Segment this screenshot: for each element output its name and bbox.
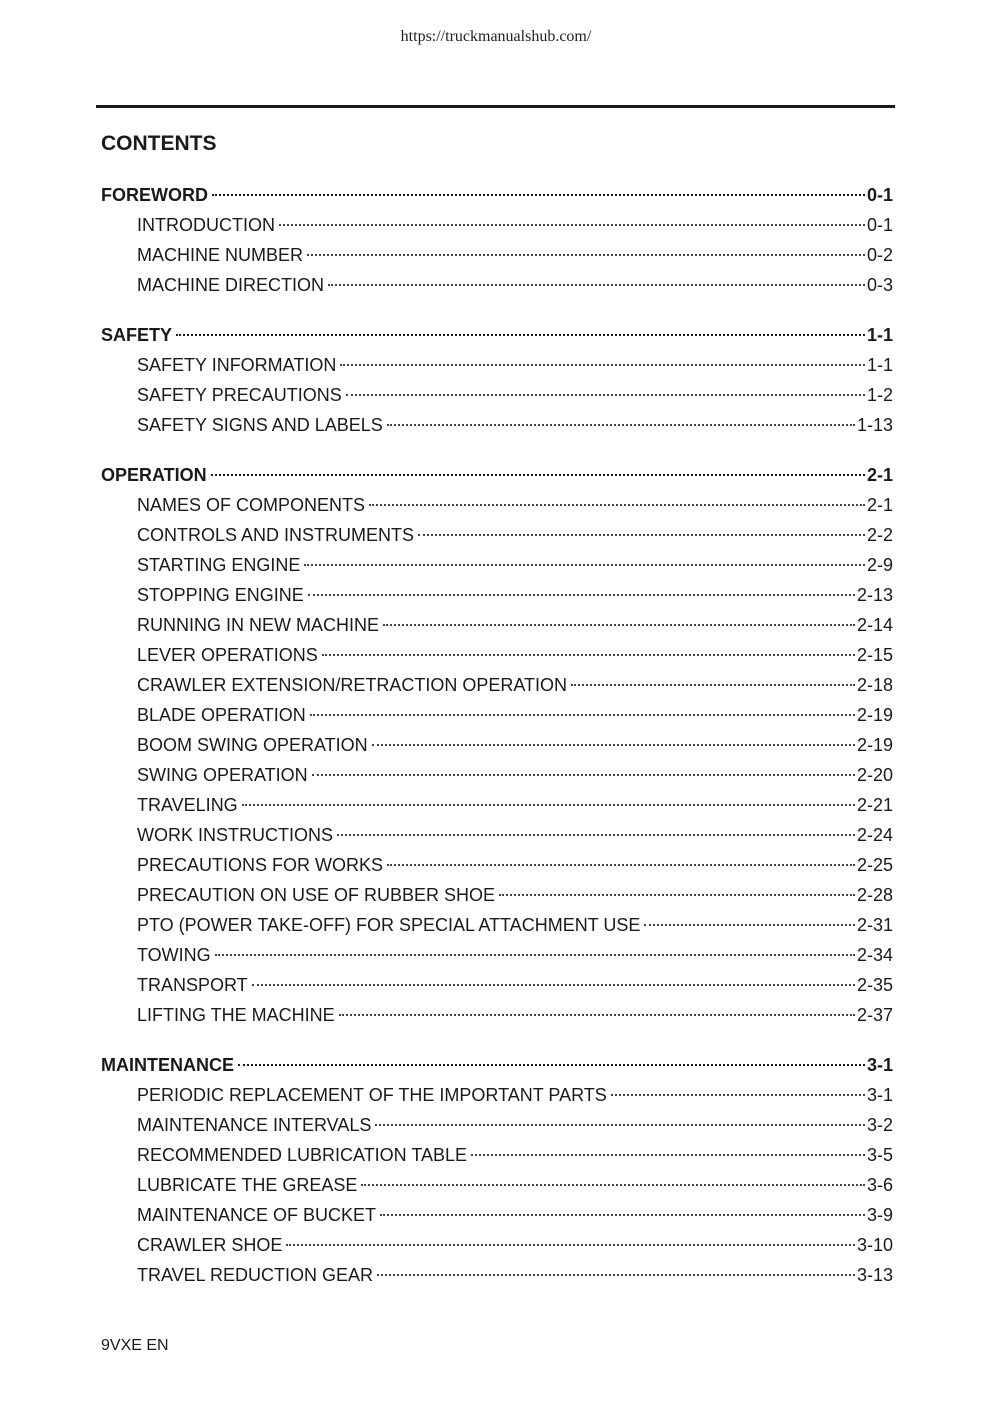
toc-page-number: 1-13 [856, 415, 893, 435]
source-url[interactable]: https://truckmanualshub.com/ [400, 28, 592, 45]
toc-entry[interactable] [101, 270, 893, 300]
toc-page-number: 2-25 [856, 855, 893, 875]
toc-page-number: 2-19 [856, 735, 893, 755]
dot-leader [611, 1094, 865, 1096]
toc-page-number: 2-1 [866, 465, 893, 485]
dot-leader [337, 834, 855, 836]
toc-entry-label: MACHINE DIRECTION [137, 275, 325, 295]
toc-entry-label: TRAVELING [137, 795, 238, 815]
dot-leader [286, 1244, 855, 1246]
dot-leader [644, 924, 855, 926]
dot-leader [369, 504, 865, 506]
toc-section-title: MAINTENANCE [101, 1055, 234, 1075]
toc-page-number: 2-24 [856, 825, 893, 845]
toc-entry-label: STOPPING ENGINE [137, 585, 304, 605]
toc-entry[interactable] [101, 410, 893, 440]
dot-leader [377, 1274, 855, 1276]
dot-leader [211, 474, 865, 476]
toc-page-number: 2-13 [856, 585, 893, 605]
toc-entry-label: LUBRICATE THE GREASE [137, 1175, 358, 1195]
toc-section-heading[interactable] [101, 320, 893, 350]
toc-page-number: 0-1 [866, 215, 893, 235]
toc-page-number: 3-5 [866, 1145, 893, 1165]
dot-leader [238, 1064, 865, 1066]
dot-leader [307, 254, 865, 256]
dot-leader [375, 1124, 865, 1126]
dot-leader [346, 394, 865, 396]
toc-section-heading[interactable] [101, 460, 893, 490]
toc-entry-label: PTO (POWER TAKE-OFF) FOR SPECIAL ATTACHMENT USE [137, 915, 641, 935]
toc-page-number: 2-28 [856, 885, 893, 905]
toc-section-operation [101, 460, 893, 1030]
toc-page-number: 3-9 [866, 1205, 893, 1225]
dot-leader [471, 1154, 865, 1156]
toc-section-title: SAFETY [101, 325, 173, 345]
dot-leader [304, 564, 865, 566]
toc-section-safety [101, 320, 893, 440]
toc-page-number: 3-1 [866, 1055, 893, 1075]
toc-entry[interactable] [101, 730, 893, 760]
toc-entry[interactable] [101, 1080, 893, 1110]
toc-entry[interactable] [101, 790, 893, 820]
toc-section-heading[interactable] [101, 1050, 893, 1080]
toc-entry-label: TRANSPORT [137, 975, 248, 995]
dot-leader [310, 714, 855, 716]
toc-entry[interactable] [101, 820, 893, 850]
dot-leader [387, 864, 855, 866]
dot-leader [383, 624, 855, 626]
toc-page-number: 2-31 [856, 915, 893, 935]
toc-entry-label: WORK INSTRUCTIONS [137, 825, 333, 845]
toc-entry[interactable] [101, 760, 893, 790]
toc-entry[interactable] [101, 1260, 893, 1290]
dot-leader [176, 334, 865, 336]
dot-leader [372, 744, 855, 746]
toc-page-number: 2-14 [856, 615, 893, 635]
dot-leader [418, 534, 865, 536]
toc-page-number: 0-2 [866, 245, 893, 265]
toc-page-number: 2-21 [856, 795, 893, 815]
toc-page-number: 3-10 [856, 1235, 893, 1255]
toc-entry[interactable] [101, 1200, 893, 1230]
toc-entry-label: PRECAUTION ON USE OF RUBBER SHOE [137, 885, 496, 905]
toc-entry-label: PRECAUTIONS FOR WORKS [137, 855, 384, 875]
toc-page-number: 2-19 [856, 705, 893, 725]
toc-entry[interactable] [101, 850, 893, 880]
dot-leader [212, 194, 865, 196]
toc-page-number: 2-34 [856, 945, 893, 965]
toc-page-number: 2-35 [856, 975, 893, 995]
toc-entry[interactable] [101, 940, 893, 970]
toc-entry-label: PERIODIC REPLACEMENT OF THE IMPORTANT PARTS [137, 1085, 607, 1105]
dot-leader [215, 954, 855, 956]
toc-entry[interactable] [101, 580, 893, 610]
toc-page-number: 1-2 [866, 385, 893, 405]
toc-entry[interactable] [101, 1170, 893, 1200]
toc-entry[interactable] [101, 1230, 893, 1260]
toc-entry-label: SAFETY PRECAUTIONS [137, 385, 342, 405]
toc-entry[interactable] [101, 520, 893, 550]
page-title: CONTENTS [101, 132, 217, 155]
toc-entry-label: NAMES OF COMPONENTS [137, 495, 366, 515]
toc-entry-label: CRAWLER SHOE [137, 1235, 283, 1255]
toc-entry-label: CRAWLER EXTENSION/RETRACTION OPERATION [137, 675, 568, 695]
dot-leader [499, 894, 855, 896]
dot-leader [361, 1184, 865, 1186]
toc-page-number: 3-6 [866, 1175, 893, 1195]
toc-page-number: 2-20 [856, 765, 893, 785]
dot-leader [380, 1214, 865, 1216]
toc-entry[interactable] [101, 970, 893, 1000]
dot-leader [339, 1014, 855, 1016]
toc-entry[interactable] [101, 550, 893, 580]
dot-leader [308, 594, 855, 596]
document-code: 9VXE EN [101, 1337, 169, 1354]
toc-entry-label: LEVER OPERATIONS [137, 645, 318, 665]
toc-page-number: 3-2 [866, 1115, 893, 1135]
toc-page-number: 0-3 [866, 275, 893, 295]
toc-entry[interactable] [101, 210, 893, 240]
toc-entry-label: SAFETY INFORMATION [137, 355, 337, 375]
table-of-contents [101, 180, 893, 1310]
toc-entry-label: BOOM SWING OPERATION [137, 735, 368, 755]
toc-entry[interactable] [101, 1110, 893, 1140]
header-rule [96, 105, 895, 108]
toc-section-maintenance [101, 1050, 893, 1290]
toc-entry[interactable] [101, 380, 893, 410]
dot-leader [252, 984, 855, 986]
toc-section-heading[interactable] [101, 180, 893, 210]
toc-page-number: 2-18 [856, 675, 893, 695]
toc-section-foreword [101, 180, 893, 300]
toc-entry-label: RUNNING IN NEW MACHINE [137, 615, 379, 635]
toc-entry[interactable] [101, 880, 893, 910]
toc-entry-label: MAINTENANCE OF BUCKET [137, 1205, 377, 1225]
toc-section-title: OPERATION [101, 465, 207, 485]
toc-page-number: 3-1 [866, 1085, 893, 1105]
dot-leader [387, 424, 855, 426]
toc-entry[interactable] [101, 1000, 893, 1030]
toc-entry-label: SAFETY SIGNS AND LABELS [137, 415, 383, 435]
toc-entry-label: TRAVEL REDUCTION GEAR [137, 1265, 374, 1285]
toc-entry[interactable] [101, 240, 893, 270]
dot-leader [571, 684, 855, 686]
toc-entry-label: MACHINE NUMBER [137, 245, 304, 265]
toc-page-number: 2-9 [866, 555, 893, 575]
dot-leader [242, 804, 855, 806]
toc-entry[interactable] [101, 350, 893, 380]
toc-page-number: 1-1 [866, 325, 893, 345]
toc-entry-label: RECOMMENDED LUBRICATION TABLE [137, 1145, 468, 1165]
dot-leader [328, 284, 865, 286]
toc-entry-label: SWING OPERATION [137, 765, 308, 785]
toc-entry-label: INTRODUCTION [137, 215, 275, 235]
toc-page-number: 0-1 [866, 185, 893, 205]
toc-section-title: FOREWORD [101, 185, 208, 205]
toc-entry[interactable] [101, 640, 893, 670]
toc-page-number: 2-15 [856, 645, 893, 665]
toc-entry[interactable] [101, 670, 893, 700]
toc-entry-label: BLADE OPERATION [137, 705, 306, 725]
toc-page-number: 2-2 [866, 525, 893, 545]
toc-entry[interactable] [101, 610, 893, 640]
toc-entry-label: CONTROLS AND INSTRUMENTS [137, 525, 415, 545]
toc-entry[interactable] [101, 700, 893, 730]
toc-entry[interactable] [101, 490, 893, 520]
toc-page-number: 2-37 [856, 1005, 893, 1025]
dot-leader [340, 364, 865, 366]
toc-page-number: 1-1 [866, 355, 893, 375]
dot-leader [312, 774, 855, 776]
dot-leader [279, 224, 865, 226]
toc-page-number: 3-13 [856, 1265, 893, 1285]
toc-entry-label: STARTING ENGINE [137, 555, 301, 575]
toc-entry-label: LIFTING THE MACHINE [137, 1005, 335, 1025]
toc-entry-label: TOWING [137, 945, 211, 965]
toc-entry[interactable] [101, 910, 893, 940]
dot-leader [322, 654, 855, 656]
toc-page-number: 2-1 [866, 495, 893, 515]
toc-entry[interactable] [101, 1140, 893, 1170]
toc-entry-label: MAINTENANCE INTERVALS [137, 1115, 372, 1135]
